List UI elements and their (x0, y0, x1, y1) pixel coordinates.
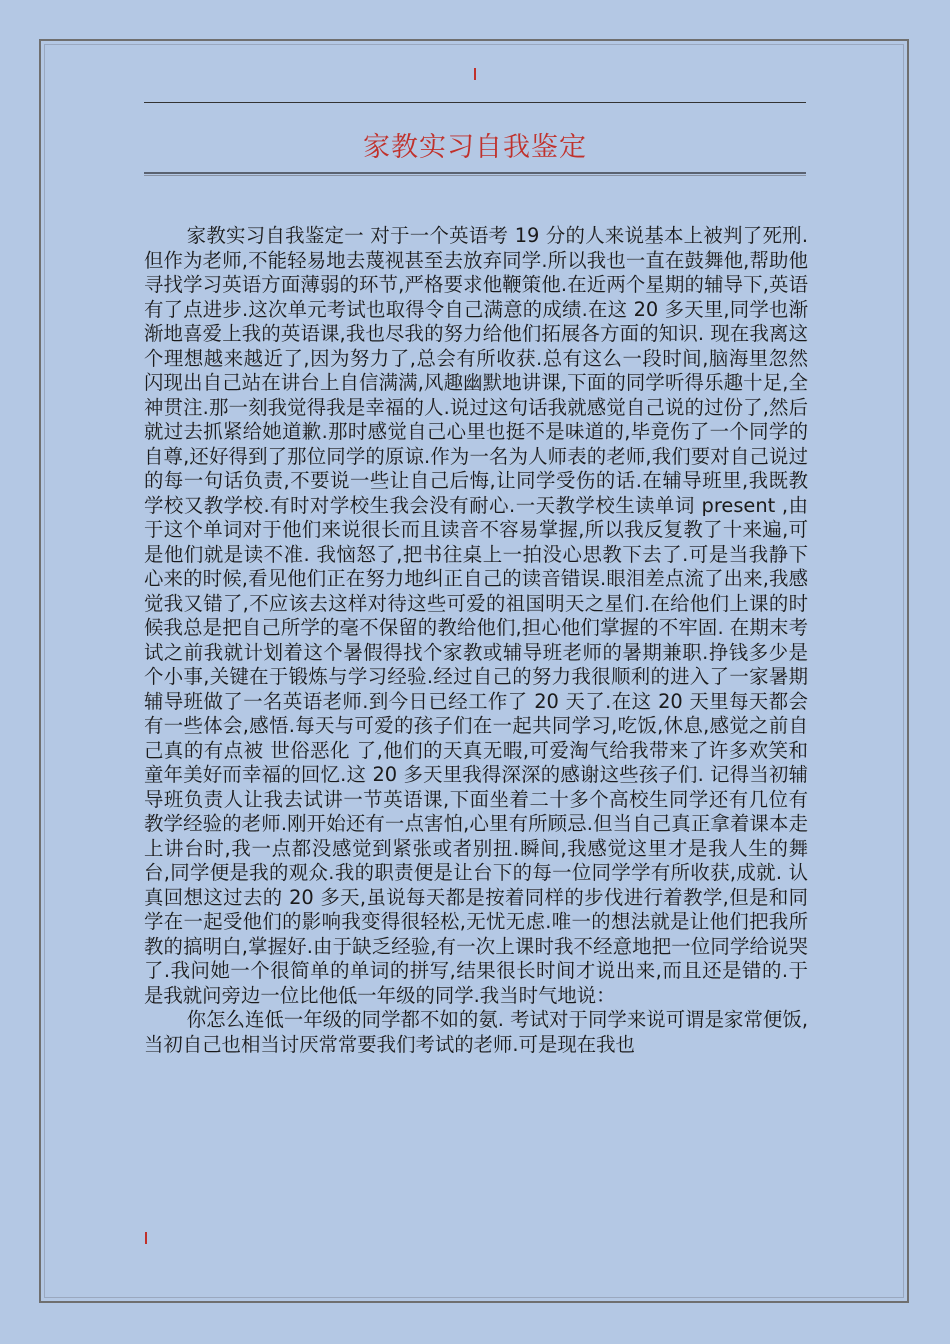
paragraph-2: 你怎么连低一年级的同学都不如的氨. 考试对于同学来说可谓是家常便饭,当初自己也相当讨厌常常要我们考试的老师.可是现在我也 (144, 1008, 808, 1056)
title-underline (144, 172, 806, 174)
footer-marker (145, 1232, 147, 1244)
header-marker (474, 68, 476, 80)
document-title: 家教实习自我鉴定 (363, 132, 587, 163)
header-rule (144, 102, 806, 103)
paragraph-1: 家教实习自我鉴定一 对于一个英语考 19 分的人来说基本上被判了死刑.但作为老师,不能轻易地去蔑视甚至去放弃同学.所以我也一直在鼓舞他,帮助他寻找学习英语方面薄弱的环节,严格要求他鞭策他.在近两个星期的辅导下,英语有了点进步.这次单元考试也取得令自己满意的成绩.在这 20 多天里,同学也渐渐地喜爱上我的英语课,我也尽我的努力给他们拓展各方面的知识. 现在我离这个理想越来越近了,因为努力了,总会有所收获.总有这么一段时间,脑海里忽然闪现出自己站在讲台上自信满满,风趣幽默地讲课,下面的同学听得乐趣十足,全神贯注.那一刻我觉得我是幸福的人.说过这句话我就感觉自己说的过份了,然后就过去抓紧给她道歉.那时感觉自己心里也挺不是味道的,毕竟伤了一个同学的自尊,还好得到了那位同学的原谅.作为一名为人师表的老师,我们要对自己说过的每一句话负责,不要说一些让自己后悔,让同学受伤的话.在辅导班里,我既教学校又教学校.有时对学校生我会没有耐心.一天教学校生读单词 present ,由于这个单词对于他们来说很长而且读音不容易掌握,所以我反复教了十来遍,可是他们就是读不准. 我恼怒了,把书往桌上一拍没心思教下去了.可是当我静下心来的时候,看见他们正在努力地纠正自己的读音错误.眼泪差点流了出来,我感觉我又错了,不应该去这样对待这些可爱的祖国明天之星们.在给他们上课的时候我总是把自己所学的毫不保留的教给他们,担心他们掌握的不牢固. 在期末考试之前我就计划着这个暑假得找个家教或辅导班老师的暑期兼职.挣钱多少是个小事,关键在于锻炼与学习经验.经过自己的努力我很顺利的进入了一家暑期辅导班做了一名英语老师.到今日已经工作了 20 天了.在这 20 天里每天都会有一些体会,感悟.每天与可爱的孩子们在一起共同学习,吃饭,休息,感觉之前自己真的有点被 世俗恶化 了,他们的天真无暇,可爱淘气给我带来了许多欢笑和童年美好而幸福的回忆.这 20 多天里我得深深的感谢这些孩子们. 记得当初辅导班负责人让我去试讲一节英语课,下面坐着二十多个高校生同学还有几位有教学经验的老师.刚开始还有一点害怕,心里有所顾忌.但当自己真正拿着课本走上讲台时,我一点都没感觉到紧张或者别扭.瞬间,我感觉这里才是我人生的舞台,同学便是我的观众.我的职责便是让台下的每一位同学学有所收获,成就. 认真回想这过去的 20 多天,虽说每天都是按着同样的步伐进行着教学,但是和同学在一起受他们的影响我变得很轻松,无忧无虑.唯一的想法就是让他们把我所教的搞明白,掌握好.由于缺乏经验,有一次上课时我不经意地把一位同学给说哭了.我问她一个很简单的单词的拼写,结果很长时间才说出来,而且还是错的.于是我就问旁边一位比他低一年级的同学.我当时气地说： (144, 224, 808, 1007)
document-body (144, 224, 808, 1057)
